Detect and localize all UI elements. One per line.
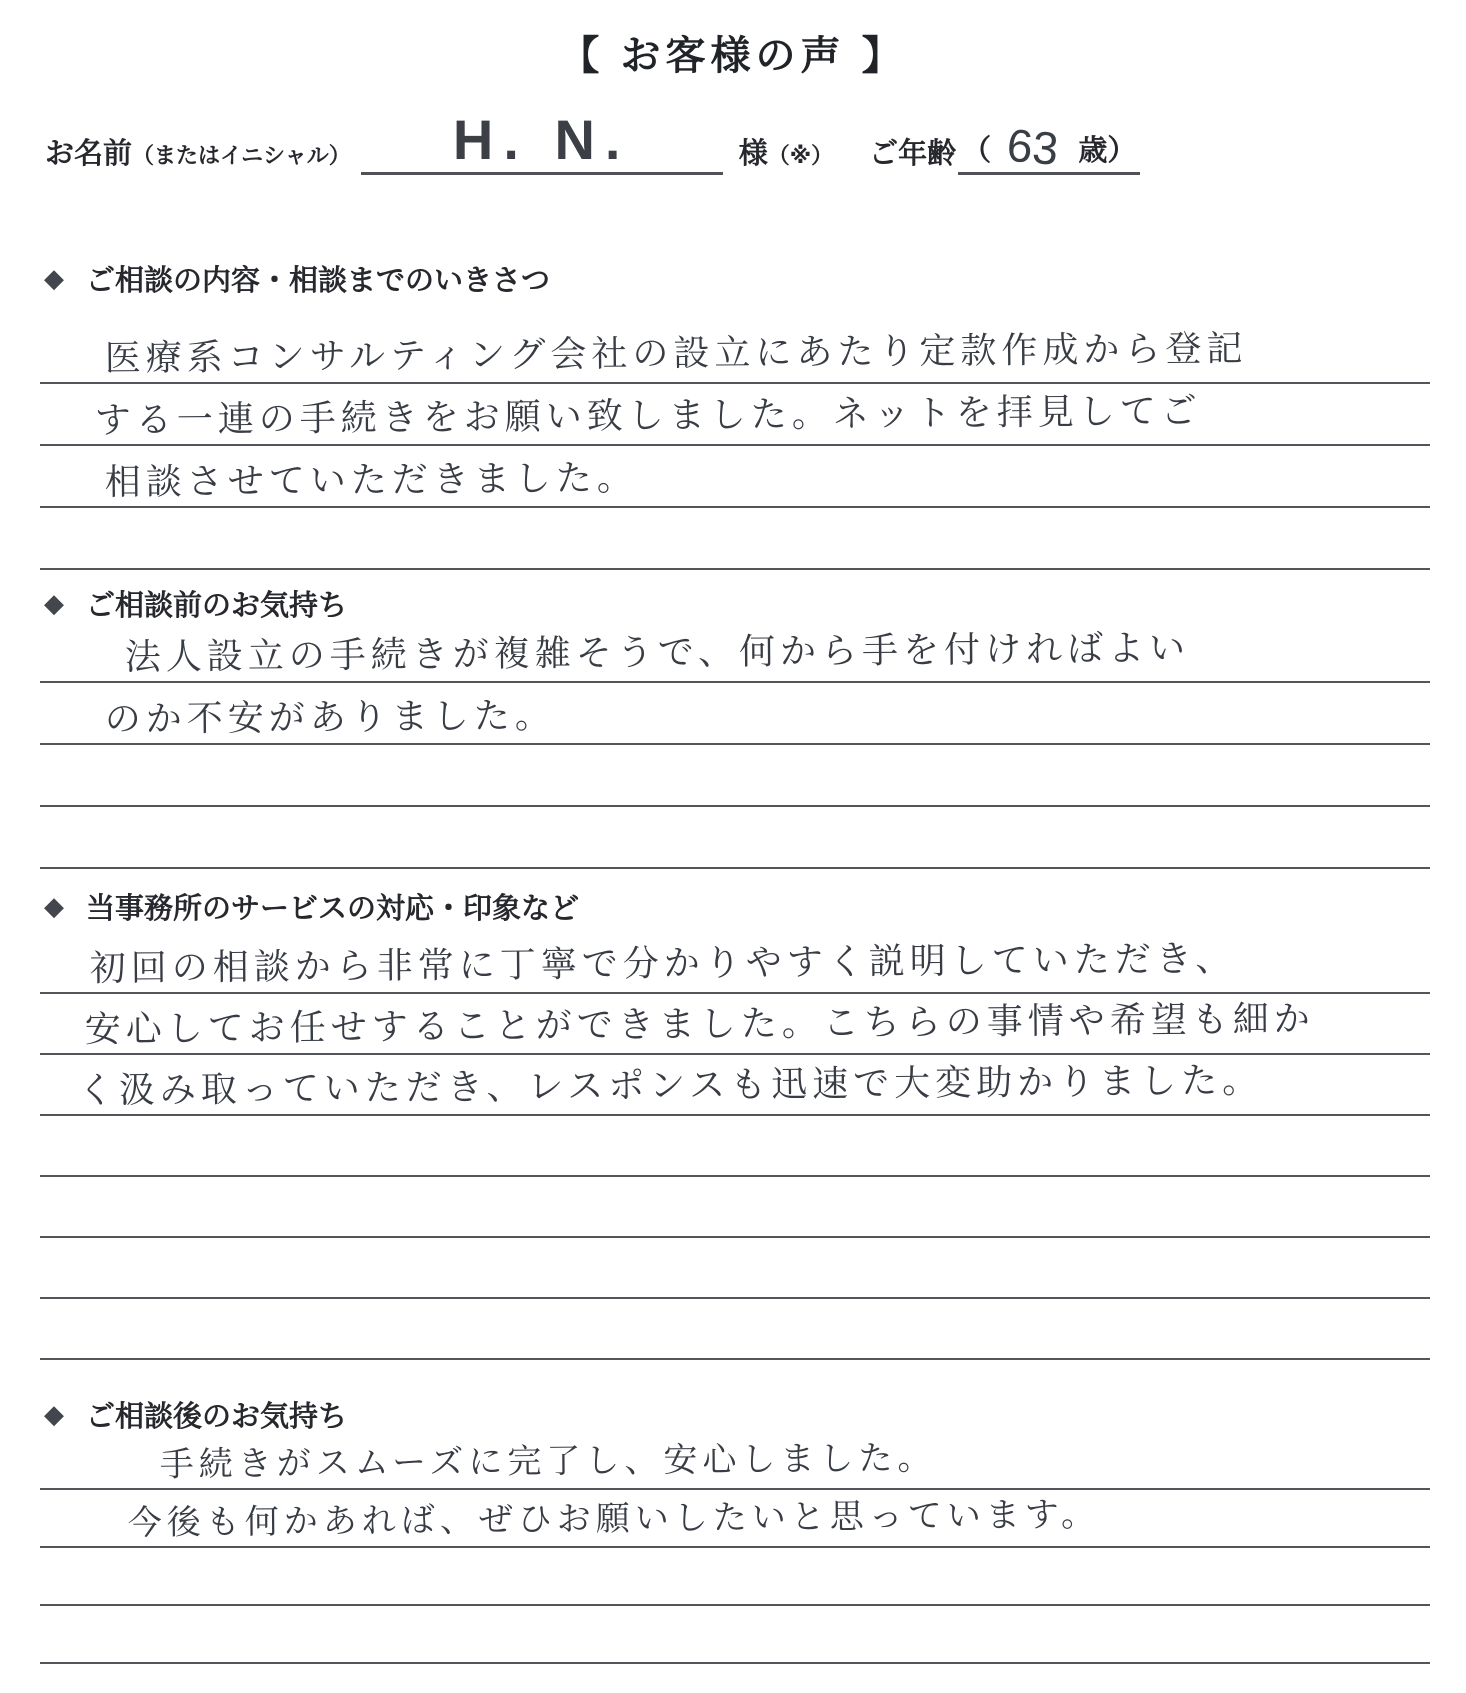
handwritten-text: 相談させていただきました。 <box>104 457 638 503</box>
diamond-bullet-icon: ◆ <box>44 891 64 921</box>
handwritten-text: 今後も何かあれば、ぜひお願いしたいと思っています。 <box>127 1495 1101 1542</box>
age-suffix: 歳） <box>1078 135 1137 167</box>
ruled-line <box>40 621 1430 683</box>
ruled-lines <box>40 933 1430 1360</box>
section-heading <box>40 260 1430 296</box>
ruled-line <box>40 1432 1430 1490</box>
section-service-impression <box>40 888 1430 1360</box>
honorific-note: （※） <box>767 143 834 168</box>
ruled-line <box>40 807 1430 869</box>
diamond-bullet-icon: ◆ <box>44 263 64 293</box>
ruled-line <box>40 1116 1430 1177</box>
handwritten-text: 医療系コンサルティング会社の設立にあたり定款作成から登記 <box>104 327 1248 379</box>
ruled-line <box>40 1055 1430 1116</box>
name-initials-handwritten: H. N. <box>361 112 723 175</box>
age-value-handwritten: 63 <box>1005 118 1061 175</box>
ruled-line <box>40 1177 1430 1238</box>
ruled-line <box>40 384 1430 446</box>
handwritten-text: 安心してお任せすることができました。こちらの事情や希望も細か <box>84 998 1315 1051</box>
ruled-line <box>40 1238 1430 1299</box>
section-feelings-after <box>40 1396 1430 1664</box>
age-underline <box>958 118 1140 175</box>
ruled-line <box>40 683 1430 745</box>
section-heading <box>40 1396 1430 1432</box>
ruled-lines <box>40 1432 1430 1664</box>
age-field <box>869 118 1140 175</box>
section-heading <box>40 585 1430 621</box>
handwritten-text: 法人設立の手続きが複雑そうで、何から手を付ければよい <box>124 627 1191 678</box>
ruled-line <box>40 1606 1430 1664</box>
handwritten-text: 手続きがスムーズに完了し、安心しました。 <box>159 1438 937 1484</box>
ruled-lines <box>40 621 1430 869</box>
section-heading-text: ご相談前のお気持ち <box>86 589 348 622</box>
ruled-line <box>40 994 1430 1055</box>
ruled-line <box>40 1490 1430 1548</box>
honorific-label: 様 <box>738 138 768 170</box>
ruled-line <box>40 508 1430 570</box>
ruled-line <box>40 446 1430 508</box>
diamond-bullet-icon: ◆ <box>44 588 64 618</box>
ruled-lines <box>40 322 1430 570</box>
handwritten-text: 初回の相談から非常に丁寧で分かりやすく説明していただき、 <box>89 937 1237 989</box>
section-heading <box>40 888 1430 924</box>
ruled-line <box>40 1548 1430 1606</box>
age-label: ご年齢 <box>869 138 957 170</box>
age-open-paren: （ <box>962 135 992 167</box>
ruled-line <box>40 745 1430 807</box>
diamond-bullet-icon: ◆ <box>44 1399 64 1429</box>
form-title: 【 お客様の声 】 <box>559 34 907 78</box>
handwritten-text: く汲み取っていただき、レスポンスも迅速で大変助かりました。 <box>77 1059 1264 1112</box>
section-heading-text: 当事務所のサービスの対応・印象など <box>86 892 580 925</box>
handwritten-text: する一連の手続きをお願い致しました。ネットを拝見してご <box>94 390 1202 441</box>
section-consultation-content <box>40 260 1430 570</box>
section-heading-text: ご相談の内容・相談までのいきさつ <box>86 264 551 297</box>
ruled-line <box>40 322 1430 384</box>
name-age-row <box>45 108 1425 175</box>
name-label-note: （またはイニシャル） <box>132 143 351 168</box>
ruled-line <box>40 1299 1430 1360</box>
name-label: お名前 <box>45 138 133 170</box>
ruled-line <box>40 933 1430 994</box>
section-feelings-before <box>40 585 1430 869</box>
section-heading-text: ご相談後のお気持ち <box>86 1400 348 1433</box>
handwritten-text: のか不安がありました。 <box>104 694 556 740</box>
